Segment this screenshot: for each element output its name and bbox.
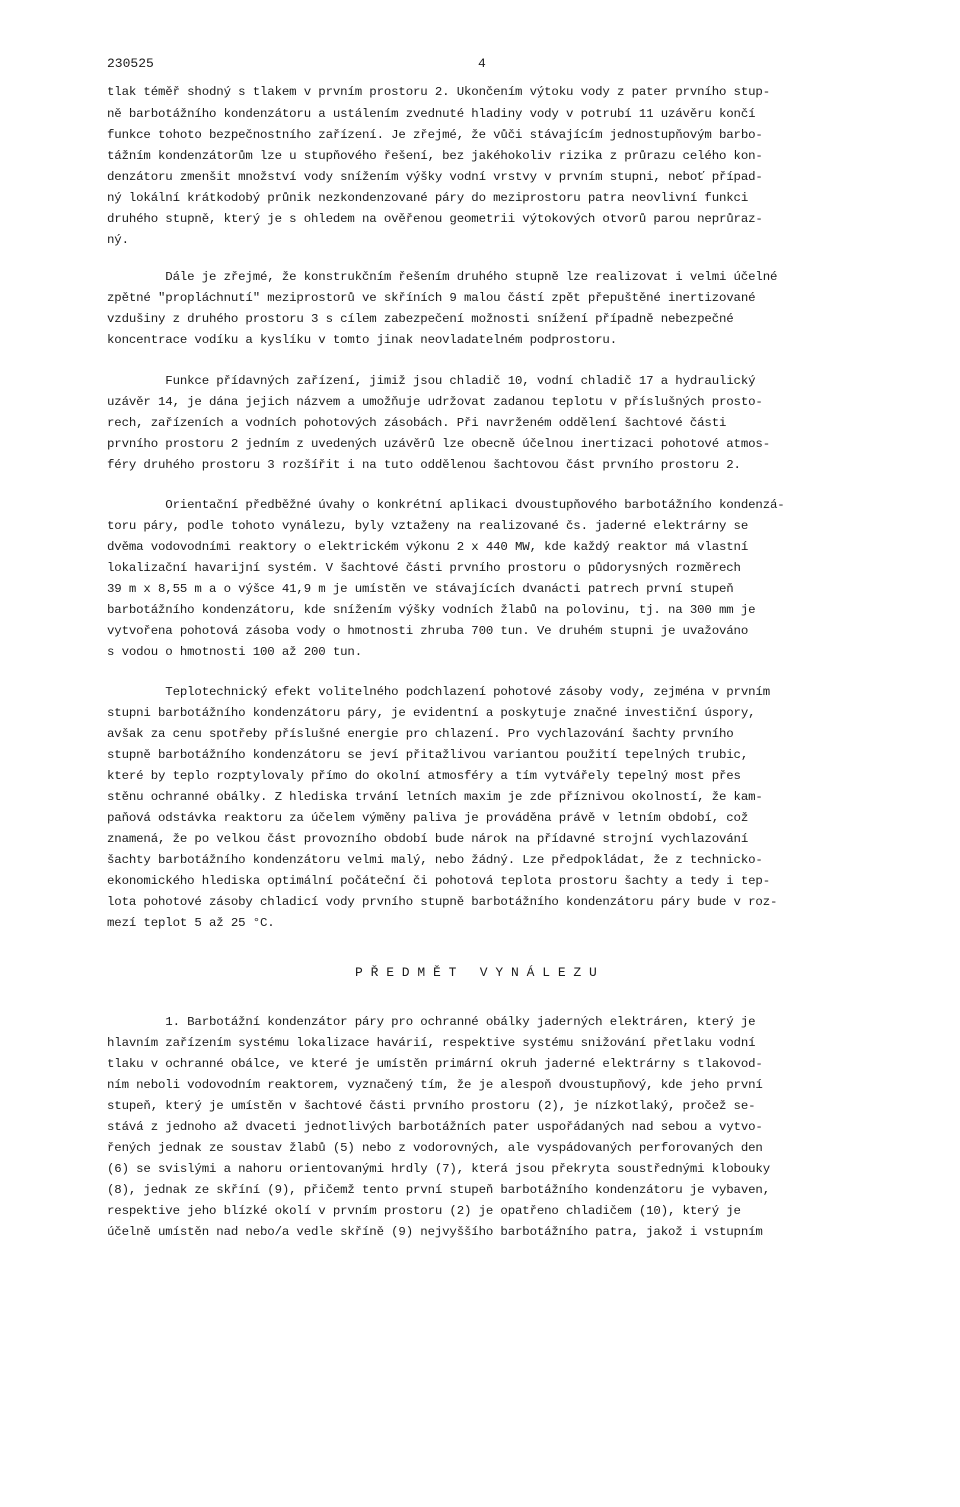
document-id: 230525 xyxy=(107,56,154,71)
text-line: prvního prostoru 2 jedním z uvedených uzávěrů lze obecně účelnou inertizaci pohotové atmos- xyxy=(107,437,770,451)
section-heading: PŘEDMĚT VYNÁLEZU xyxy=(355,965,605,980)
text-line: které by teplo rozptylovaly přímo do okolní atmosféry a tím vytvářely tepelný most přes xyxy=(107,769,741,783)
text-line: ný. xyxy=(107,233,129,247)
text-line: účelně umístěn nad nebo/a vedle skříně (9) nejvyššího barbotážního patra, jakož i vstupním xyxy=(107,1225,763,1239)
text-line: 39 m x 8,55 m a o výšce 41,9 m je umístěn ve stávajících dvanácti patrech první stupeň xyxy=(107,582,734,596)
text-line: toru páry, podle tohoto vynálezu, byly vztaženy na realizované čs. jaderné elektrárny se xyxy=(107,519,749,533)
text-line: tážním kondenzátorům lze u stupňového řešení, bez jakéhokoliv rizika z průrazu celého kon- xyxy=(107,149,763,163)
text-line: Teplotechnický efekt volitelného podchlazení pohotové zásoby vody, zejména v prvním xyxy=(107,685,770,699)
text-line: stává z jednoho až dvaceti jednotlivých barbotážních pater uspořádaných nad sebou a vytvo- xyxy=(107,1120,763,1134)
text-line: barbotážního kondenzátoru, kde snížením výšky vodních žlabů na polovinu, tj. na 300 mm je xyxy=(107,603,756,617)
text-line: ně barbotážního kondenzátoru a ustálením zvednuté hladiny vody v potrubí 11 uzávěru končí xyxy=(107,107,756,121)
text-line: respektive jeho blízké okolí v prvním prostoru (2) je opatřeno chladičem (10), který je xyxy=(107,1204,741,1218)
text-line: (6) se svislými a nahoru orientovanými hrdly (7), která jsou překryta soustřednými klobouky xyxy=(107,1162,770,1176)
text-line: lota pohotové zásoby chladicí vody prvního stupně barbotážního kondenzátoru páry bude v roz- xyxy=(107,895,778,909)
text-line: druhého stupně, který je s ohledem na ověřenou geometrii výtokových otvorů parou neprůraz- xyxy=(107,212,763,226)
text-line: Orientační předběžné úvahy o konkrétní aplikaci dvoustupňového barbotážního kondenzá- xyxy=(107,498,785,512)
text-line: koncentrace vodíku a kyslíku v tomto jinak neovladatelném podprostoru. xyxy=(107,333,617,347)
page-number: 4 xyxy=(478,56,486,71)
text-line: vzdušiny z druhého prostoru 3 s cílem zabezpečení možnosti snížení případně nebezpečné xyxy=(107,312,734,326)
text-line: Funkce přídavných zařízení, jimiž jsou chladič 10, vodní chladič 17 a hydraulický xyxy=(107,374,756,388)
text-line: uzávěr 14, je dána jejich názvem a umožňuje udržovat zadanou teplotu v příslušných prosto- xyxy=(107,395,763,409)
text-line: zpětné "propláchnutí" meziprostorů ve skříních 9 malou částí zpět přepuštěné inertizované xyxy=(107,291,756,305)
text-line: znamená, že po velkou část provozního období bude nárok na přídavné strojní vychlazování xyxy=(107,832,749,846)
text-line: 1. Barbotážní kondenzátor páry pro ochranné obálky jaderných elektráren, který je xyxy=(107,1015,756,1029)
text-line: mezí teplot 5 až 25 °C. xyxy=(107,916,275,930)
text-line: dvěma vodovodními reaktory o elektrickém výkonu 2 x 440 MW, kde každý reaktor má vlastní xyxy=(107,540,749,554)
text-line: Dále je zřejmé, že konstrukčním řešením druhého stupně lze realizovat i velmi účelné xyxy=(107,270,778,284)
text-line: ním neboli vodovodním reaktorem, vyznačený tím, že je alespoň dvoustupňový, kde jeho první xyxy=(107,1078,763,1092)
text-line: hlavním zařízením systému lokalizace havárií, respektive systému snižování přetlaku vodní xyxy=(107,1036,756,1050)
text-line: stupeň, který je umístěn v šachtové části prvního prostoru (2), je nízkotlaký, pročež se- xyxy=(107,1099,756,1113)
text-line: s vodou o hmotnosti 100 až 200 tun. xyxy=(107,645,362,659)
text-line: paňová odstávka reaktoru za účelem výměny paliva je prováděna právě v letním období, což xyxy=(107,811,749,825)
text-line: avšak za cenu spotřeby příslušné energie pro chlazení. Pro vychlazování šachty prvního xyxy=(107,727,734,741)
text-line: tlak téměř shodný s tlakem v prvním prostoru 2. Ukončením výtoku vody z pater prvního stup- xyxy=(107,85,770,99)
text-line: vytvořena pohotová zásoba vody o hmotnosti zhruba 700 tun. Ve druhém stupni je uvažováno xyxy=(107,624,749,638)
text-line: lokalizační havarijní systém. V šachtové části prvního prostoru o půdorysných rozměrech xyxy=(107,561,741,575)
text-line: ekonomického hlediska optimální počáteční či pohotová teplota prostoru šachty a tedy i tep- xyxy=(107,874,770,888)
text-line: funkce tohoto bezpečnostního zařízení. Je zřejmé, že vůči stávajícím jednostupňovým barbo- xyxy=(107,128,763,142)
text-line: tlaku v ochranné obálce, ve které je umístěn primární okruh jaderné elektrárny s tlakovod- xyxy=(107,1057,763,1071)
text-line: řených jednak ze soustav žlabů (5) nebo z vodorovných, ale vyspádovaných perforovaných den xyxy=(107,1141,763,1155)
text-line: stupně barbotážního kondenzátoru se jeví přitažlivou variantou použití tepelných trubic, xyxy=(107,748,749,762)
text-line: stěnu ochranné obálky. Z hlediska trvání letních maxim je zde příznivou okolností, že kam- xyxy=(107,790,763,804)
text-line: stupni barbotážního kondenzátoru páry, je evidentní a poskytuje značné investiční úspory, xyxy=(107,706,756,720)
text-line: denzátoru zmenšit množství vody snížením výšky vodní vrstvy v prvním stupni, neboť případ- xyxy=(107,170,763,184)
text-line: šachty barbotážního kondenzátoru velmi malý, nebo žádný. Lze předpokládat, že z technicko- xyxy=(107,853,763,867)
text-line: rech, zařízeních a vodních pohotových zásobách. Při navrženém oddělení šachtové části xyxy=(107,416,727,430)
text-line: (8), jednak ze skříní (9), přičemž tento první stupeň barbotážního kondenzátoru je vybaven, xyxy=(107,1183,770,1197)
text-line: féry druhého prostoru 3 rozšířit i na tuto oddělenou šachtovou část prvního prostoru 2. xyxy=(107,458,741,472)
text-line: ný lokální krátkodobý průnik nezkondenzované páry do meziprostoru patra neovlivní funkci xyxy=(107,191,749,205)
